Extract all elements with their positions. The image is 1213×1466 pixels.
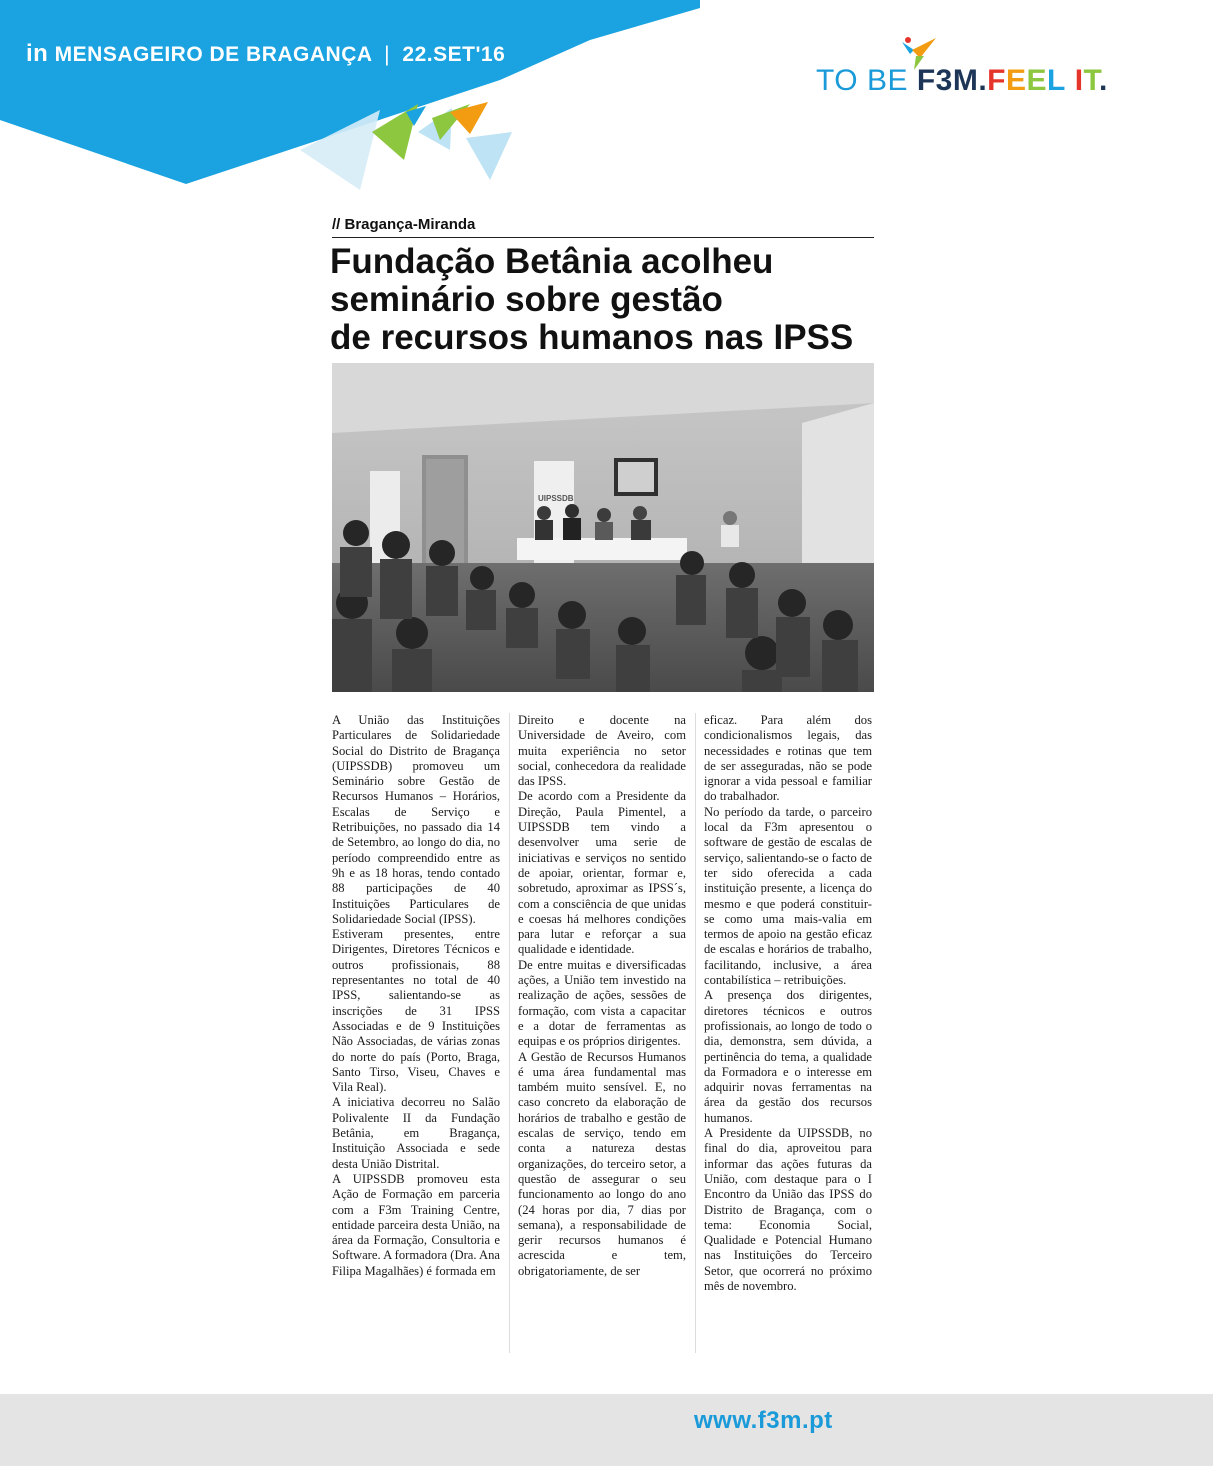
article-photo — [332, 363, 874, 692]
header-banner — [0, 0, 720, 200]
article-paragraph: Estiveram presentes, entre Dirigentes, Diretores Técnicos e outros profissionais, 88 representantes no total de 40 IPSS, salientando-se as inscrições de 31 IPSS Associadas e de 9 Instituições Não Associadas, de várias zonas do norte do país (Porto, Braga, Santo Tirso, Viseu, Chaves e Vila Real). — [332, 927, 500, 1095]
article-column-3 — [704, 713, 872, 1294]
article-paragraph: A Gestão de Recursos Humanos é uma área fundamental mas também muito sensível. E, no caso concreto da elaboração de horários de trabalho e gestão de escalas de serviço, tendo em conta a natureza destas organizações, do terceiro setor, a questão de assegurar o seu funcionamento ao longo do ano (24 horas por dia, 7 dias por semana), a responsabilidade de gerir recursos humanos é acrescida e tem, obrigatoriamente, de ser — [518, 1049, 686, 1278]
tagline-to-be: TO BE — [816, 64, 908, 97]
tagline-letter: L — [1047, 64, 1066, 97]
tagline-letter: T — [1083, 64, 1100, 97]
tagline-letter: I — [1074, 64, 1084, 97]
tagline-feel-it — [987, 64, 1108, 97]
article-column-1 — [332, 713, 500, 1279]
article-paragraph: Direito e docente na Universidade de Aveiro, com muita experiência no setor social, conhecedora da realidade das IPSS. — [518, 713, 686, 789]
article-column-2 — [518, 713, 686, 1279]
photo-banner-label: UIPSSDB — [538, 494, 574, 503]
brand-tagline — [816, 64, 1108, 100]
source-prefix: in — [26, 40, 49, 67]
tagline-brand: F3M. — [916, 64, 988, 97]
article-paragraph: eficaz. Para além dos condicionalismos legais, das necessidades e rotinas que tem de ser asseguradas, não se pode ignorar a vida pessoal e familiar do trabalhador. — [704, 713, 872, 804]
headline-line: de recursos humanos nas IPSS — [330, 318, 854, 357]
footer-band — [0, 1394, 1213, 1466]
article-kicker: // Bragança-Miranda — [332, 216, 476, 233]
column-rule — [695, 713, 696, 1353]
article-paragraph: A Presidente da UIPSSDB, no final do dia, aproveitou para informar das ações futuras da União, com destaque para o I Encontro da União das IPSS do Distrito de Bragança, com o tema: Economia Social, Qualidade e Potencial Humano nas Instituições do Terceiro Setor, que ocorrerá no próximo mês de novembro. — [704, 1126, 872, 1293]
article-paragraph: De entre muitas e diversificadas ações, a União tem investido na realização de ações, sessões de formação, com vista a capacitar e a dotar de ferramentas as equipas e os próprios dirigentes. — [518, 957, 686, 1049]
kicker-divider — [332, 237, 874, 238]
headline-line: seminário sobre gestão — [330, 280, 723, 319]
tagline-letter — [1066, 64, 1075, 97]
source-separator: | — [384, 43, 391, 66]
headline-line: Fundação Betânia acolheu — [330, 242, 774, 281]
article-paragraph: A iniciativa decorreu no Salão Polivalente II da Fundação Betânia, em Bragança, Instituição Associada e sede desta União Distrital. — [332, 1095, 500, 1171]
tagline-letter: E — [1026, 64, 1048, 97]
article-paragraph: De acordo com a Presidente da Direção, Paula Pimentel, a UIPSSDB tem vindo a desenvolver uma serie de iniciativas e serviços no sentido de apoiar, orientar, formar e, sobretudo, aproximar as IPSS´s, com a consciência de que unidas e coesas há melhores condições para lutar e reforçar a sua qualidade e identidade. — [518, 789, 686, 957]
footer-url-link[interactable]: www.f3m.pt — [694, 1407, 833, 1434]
article-paragraph: A presença dos dirigentes, diretores técnicos e outros profissionais, ao longo de todo o dia, demonstra, sem dúvida, a pertinência do tema, a qualidade da Formadora e o interesse em adquirir novas ferramentas na área da gestão dos recursos humanos. — [704, 988, 872, 1125]
article-headline — [330, 243, 890, 357]
column-rule — [509, 713, 510, 1353]
article-paragraph: A UIPSSDB promoveu esta Ação de Formação em parceria com a F3m Training Centre, entidade parceira desta União, na área da Formação, Consultoria e Software. A formadora (Dra. Ana Filipa Magalhães) é formada em — [332, 1171, 500, 1278]
tagline-letter: . — [1099, 64, 1108, 97]
source-name: MENSAGEIRO DE BRAGANÇA — [54, 43, 372, 66]
source-line — [26, 40, 505, 68]
article-paragraph: A União das Instituições Particulares de Solidariedade Social do Distrito de Bragança (UIPSSDB) promoveu um Seminário sobre Gestão de Recursos Humanos – Horários, Escalas de Serviço e Retribuições, no passado dia 14 de Setembro, ao longo do dia, no período compreendido entre as 9h e as 18 horas, tendo contado 88 participações de 40 Instituições Particulares de Solidariedade Social (IPSS). — [332, 713, 500, 926]
tagline-letter: E — [1006, 64, 1027, 97]
source-date: 22.SET'16 — [402, 43, 506, 66]
article-paragraph: No período da tarde, o parceiro local da F3m apresentou o software de gestão de escalas de serviço, salientando-se o facto de ter sido oferecida a cada instituição presente, a licença do mesmo e que poderá constituir-se como uma mais-valia em termos de apoio na gestão eficaz de escalas e horários de trabalho, facilitando, inclusive, a área contabilística – retribuições. — [704, 804, 872, 988]
tagline-letter: F — [987, 64, 1006, 97]
